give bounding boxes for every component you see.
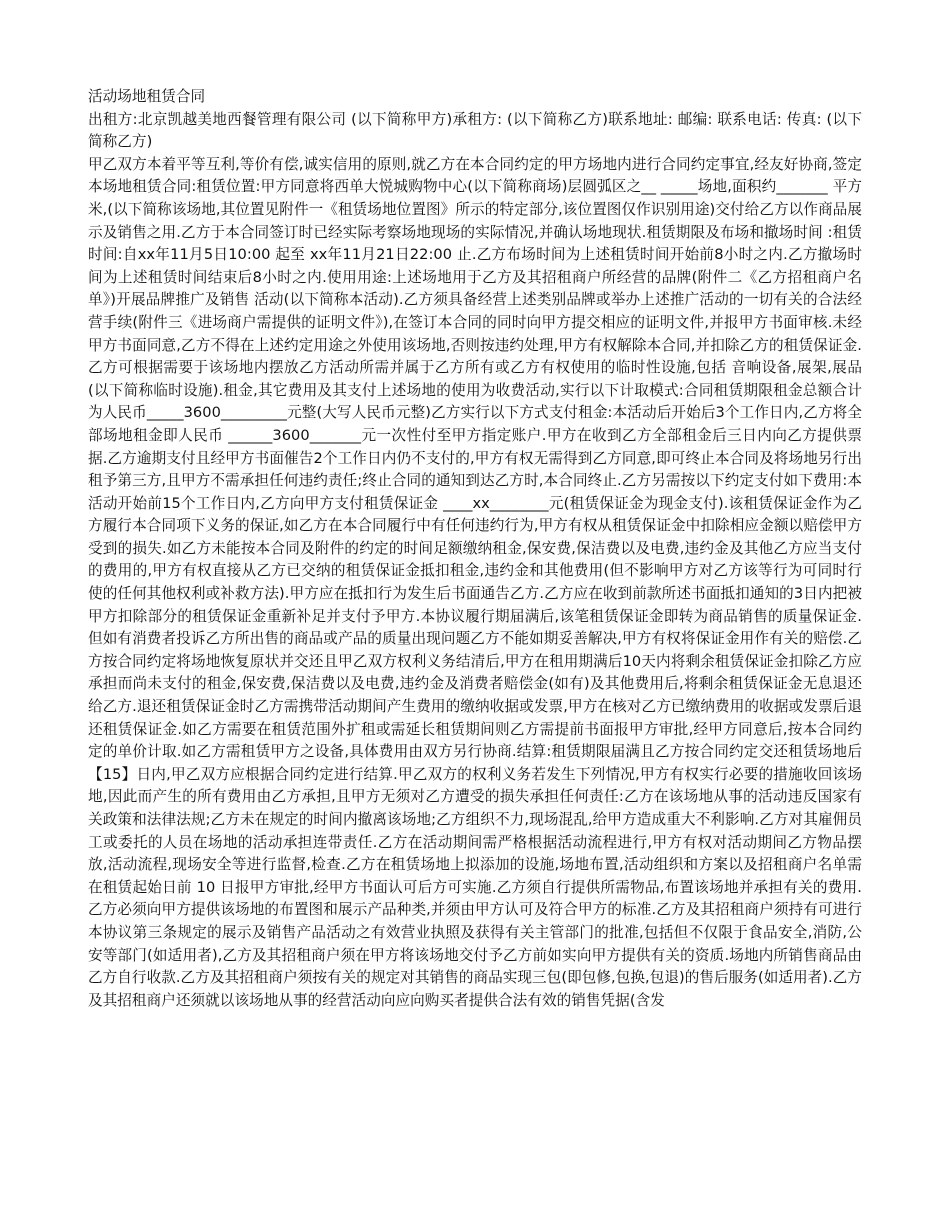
contract-body: 甲乙双方本着平等互利,等价有偿,诚实信用的原则,就乙方在本合同约定的甲方场地内进行合同约定事宜,经友好协商,签定本场地租赁合同:租赁位置:甲方同意将西单大悦城购物中心(以下简称商场)层圆弧区之__ _____场地,面积约_______ 平方米,(以下简称该场地,其位置见附件一《租赁场地位置图》所示的特定部分,该位置图仅作识别用途)交付给乙方以作商品展示及销售之用.乙方于本合同签订时已经实际考察场地现场的实际情况,并确认场地现状.租赁期限及布场和撤场时间 :租赁时间:自xx年11月5日10:00 起至 xx年11月21日22:00 止.乙方布场时间为上述租赁时间开始前8小时之内.乙方撤场时间为上述租赁时间结束后8小时之内.使用用途:上述场地用于乙方及其招租商户所经营的品牌(附件二《乙方招租商户名单》)开展品牌推广及销售 活动(以下简称本活动).乙方须具备经营上述类别品牌或举办上述推广活动的一切有关的合法经营手续(附件三《进场商户需提供的证明文件》),在签订本合同的同时向甲方提交相应的证明文件,并报甲方书面审核.未经甲方书面同意,乙方不得在上述约定用途之外使用该场地,否则按违约处理,甲方有权解除本合同,并扣除乙方的租赁保证金.乙方可根据需要于该场地内摆放乙方活动所需并属于乙方所有或乙方有权使用的临时性设施,包括 音响设备,展架,展品 (以下简称临时设施).租金,其它费用及其支付上述场地的使用为收费活动,实行以下计取模式:合同租赁期限租金总额合计为人民币_____3600_________元整(大写人民币元整)乙方实行以下方式支付租金:本活动后开始后3个工作日内,乙方将全部场地租金即人民币 ______3600_______元一次性付至甲方指定账户.甲方在收到乙方全部租金后三日内向乙方提供票据.乙方逾期支付且经甲方书面催告2个工作日内仍不支付的,甲方有权无需得到乙方同意,即可终止本合同及将场地另行出租予第三方,且甲方不需承担任何违约责任;终止合同的通知到达乙方时,本合同终止.乙方另需按以下约定支付如下费用:本活动开始前15个工作日内,乙方向甲方支付租赁保证金 ____xx________元(租赁保证金为现金支付).该租赁保证金作为乙方履行本合同项下义务的保证,如乙方在本合同履行中有任何违约行为,甲方有权从租赁保证金中扣除相应金额以赔偿甲方受到的损失.如乙方未能按本合同及附件的约定的时间足额缴纳租金,保安费,保洁费以及电费,违约金及其他乙方应当支付的费用的,甲方有权直接从乙方已交纳的租赁保证金抵扣租金,违约金和其他费用(但不影响甲方对乙方该等行为可同时行使的任何其他权利或补救方法).甲方应在抵扣行为发生后书面通告乙方.乙方应在收到前款所述书面抵扣通知的3日内把被甲方扣除部分的租赁保证金重新补足并支付予甲方.本协议履行期届满后,该笔租赁保证金即转为商品销售的质量保证金.但如有消费者投诉乙方所出售的商品或产品的质量出现问题乙方不能如期妥善解决,甲方有权将保证金用作有关的赔偿.乙方按合同约定将场地恢复原状并交还且甲乙双方权利义务结清后,甲方在租用期满后10天内将剩余租赁保证金扣除乙方应承担而尚未支付的租金,保安费,保洁费以及电费,违约金及消费者赔偿金(如有)及其他费用后,将剩余租赁保证金无息退还给乙方.退还租赁保证金时乙方需携带活动期间产生费用的缴纳收据或发票,甲方在核对乙方已缴纳费用的收据或发票后退还租赁保证金.如乙方需要在租赁范围外扩租或需延长租赁期间则乙方需提前书面报甲方审批,经甲方同意后,按本合同约定的单价计取.如乙方需租赁甲方之设备,具体费用由双方另行协商.结算:租赁期限届满且乙方按合同约定交还租赁场地后【15】日内,甲乙双方应根据合同约定进行结算.甲乙双方的权利义务若发生下列情况,甲方有权实行必要的措施收回该场地,因此而产生的所有费用由乙方承担,且甲方无须对乙方遭受的损失承担任何责任:乙方在该场地从事的活动违反国家有关政策和法律法规;乙方未在规定的时间内撤离该场地;乙方组织不力,现场混乱,给甲方造成重大不利影响.乙方对其雇佣员工或委托的人员在场地的活动承担连带责任.乙方在活动期间需严格根据活动流程进行,甲方有权对活动期间乙方物品摆放,活动流程,现场安全等进行监督,检查.乙方在租赁场地上拟添加的设施,场地布置,活动组织和方案以及招租商户名单需在租赁起始日前 10 日报甲方审批,经甲方书面认可后方可实施.乙方须自行提供所需物品,布置该场地并承担有关的费用.乙方必须向甲方提供该场地的布置图和展示产品种类,并须由甲方认可及符合甲方的标准.乙方及其招租商户须持有可进行本协议第三条规定的展示及销售产品活动之有效营业执照及获得有关主管部门的批准,包括但不仅限于食品安全,消防,公安等部门(如适用者),乙方及其招租商户须在甲方将该场地交付予乙方前如实向甲方提供有关的资质.场地内所销售商品由乙方自行收款.乙方及其招租商户须按有关的规定对其销售的商品实现三包(即包修,包换,包退)的售后服务(如适用者).乙方及其招租商户还须就以该场地从事的经营活动向应向购买者提供合法有效的销售凭据(含发 bbox=[88, 155, 862, 1009]
document-title: 活动场地租赁合同 bbox=[88, 88, 206, 105]
contract-document bbox=[88, 86, 862, 1012]
contract-parties: 出租方:北京凯越美地西餐管理有限公司 (以下简称甲方)承租方: (以下简称乙方)联系地址: 邮编: 联系电话: 传真: (以下简称乙方) bbox=[88, 110, 862, 151]
